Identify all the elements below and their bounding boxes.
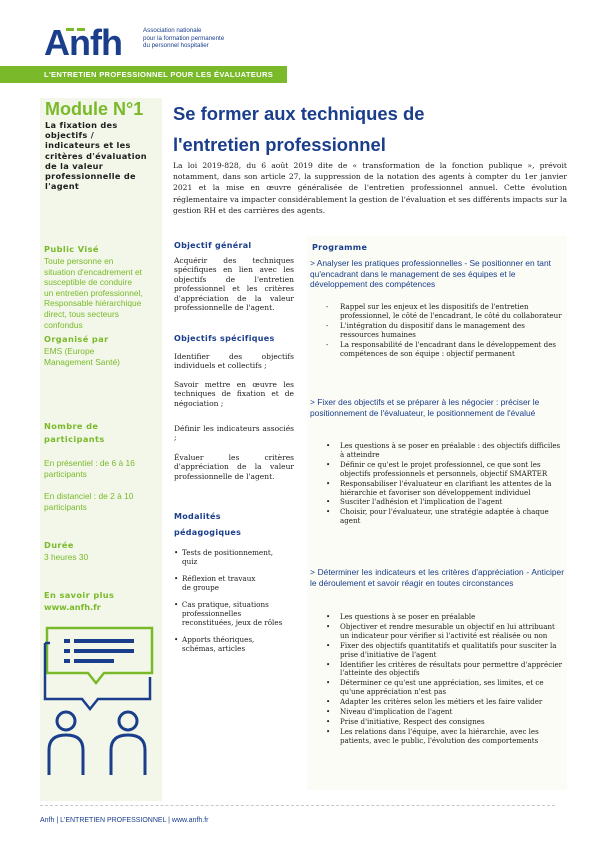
list-item: • Définir ce qu'est le projet professionnel, ce que sont les objectifs professionnels et personnels, objectif SMARTER: [326, 459, 548, 478]
specific-objective-item: Savoir mettre en œuvre les techniques de fixation et de négociation ;: [174, 380, 294, 408]
module-title: Module N°1: [45, 99, 144, 119]
programme-section-2-heading: > Fixer des objectifs et se préparer à les négocier : préciser le positionnement de l'évaluateur, le positionnement de l'évalué: [310, 397, 540, 418]
title-banner: L'ENTRETIEN PROFESSIONNEL POUR LES ÉVALUATEURS: [0, 66, 287, 83]
footer-divider: [40, 805, 555, 807]
list-item: • Cas pratique, situations professionnelles reconstituées, jeux de rôles: [174, 599, 283, 628]
programme-section-3-heading: > Déterminer les indicateurs et les critères d'appréciation - Anticiper le déroulement et savoir réagir en toutes circonstances: [310, 567, 564, 588]
specific-objectives-label: Objectifs spécifiques: [174, 334, 275, 343]
modalites-label: Modalités pédagogiques: [174, 512, 242, 537]
specific-objective-item: Évaluer les critères d'appréciation de la valeur professionnelle de l'agent.: [174, 453, 294, 481]
list-item: • Déterminer ce qu'est une appréciation, ses limites, et ce qu'une appréciation n'est pas: [326, 678, 544, 697]
distanciel-text: En distanciel : de 2 à 10 participants: [44, 491, 134, 512]
list-item: • Identifier les critères de résultats pour permettre d'apprécier l'atteinte des objectifs: [326, 659, 563, 678]
page-title: Se former aux techniques de l'entretien professionnel: [173, 103, 425, 155]
list-item: • Fixer des objectifs quantitatifs et qualitatifs pour susciter la prise d'initiative de l'agent: [326, 640, 557, 659]
organizer-label: Organisé par: [44, 334, 109, 344]
list-item: • Tests de positionnement, quiz: [174, 548, 273, 567]
list-item: • Responsabiliser l'évaluateur en clarifiant les attentes de la hiérarchie et favoriser son développement individuel: [326, 478, 552, 497]
intro-paragraph: La loi 2019-828, du 6 août 2019 dite de « transformation de la fonction publique », prévoit notamment, dans son article 27, la suppression de la notation des agents à compter du 1er janvier 2021 et la mise en œuvre généralisée de l'entretien professionnel annuel. Cette évolution réglementaire va impacter considérablement la gestion de l'évaluation et ses différents impacts sur la gestion RH et des carrières des agents.: [173, 161, 567, 215]
specific-objective-item: Définir les indicateurs associés ;: [174, 424, 294, 443]
organizer-text: EMS (Europe Management Santé): [44, 346, 120, 367]
presentiel-text: En présentiel : de 6 à 16 participants: [44, 458, 135, 479]
list-item: • Les questions à se poser en préalable: [326, 612, 476, 621]
programme-section-1-heading: > Analyser les pratiques professionnelles - Se positionner en tant qu'encadrant dans le management de ses équipes et le développement des compétences: [310, 258, 551, 290]
list-item: • Niveau d'implication de l'agent: [326, 707, 453, 717]
list-item: • Prise d'initiative, Respect des consignes: [326, 716, 485, 726]
specific-objective-item: Identifier des objectifs individuels et collectifs ;: [174, 352, 294, 371]
more-info-label: En savoir plus: [44, 590, 115, 600]
list-item: • Choisir, pour l'évaluateur, une stratégie adaptée à chaque agent: [326, 507, 549, 526]
list-item: - L'intégration du dispositif dans le management des ressources humaines: [326, 320, 525, 339]
list-item: • Susciter l'adhésion et l'implication de l'agent: [326, 497, 503, 507]
public-label: Public Visé: [44, 244, 99, 254]
participants-label: Nombre de participants: [44, 421, 105, 444]
list-item: • Objectiver et rendre mesurable un objectif en lui attribuant un indicateur pour vérifier si l'activité est réalisée ou non: [326, 621, 555, 640]
duration-text: 3 heures 30: [44, 552, 89, 562]
module-subtitle: La fixation des objectifs / indicateurs et les critères d'évaluation de la valeur professionnelle de l'agent: [45, 120, 147, 192]
chat-people-icon: [42, 625, 160, 785]
list-item: • Les questions à se poser en préalable : des objectifs difficiles à atteindre: [326, 441, 561, 459]
programme-section-2-list: [326, 442, 566, 526]
modalites-list: [174, 548, 290, 654]
list-item: • Apports théoriques, schémas, articles: [174, 634, 255, 654]
list-item: • Réflexion et travaux de groupe: [174, 573, 256, 593]
programme-label: Programme: [312, 243, 368, 252]
public-text: Toute personne en situation d'encadrement et susceptible de conduire un entretien professionnel, Responsable hiérarchique direct, tous secteurs confondus: [44, 256, 143, 330]
list-item: - Rappel sur les enjeux et les dispositifs de l'entretien professionnel, le côté de l'encadrant, le côté du collaborateur: [326, 302, 562, 320]
duration-label: Durée: [44, 540, 74, 550]
organization-name: Association nationale pour la formation permanente du personnel hospitalier: [143, 27, 225, 50]
logo-text: Anfh: [44, 22, 122, 63]
list-item: • Adapter les critères selon les métiers et les faire valider: [326, 697, 543, 707]
footer-text: Anfh | L'ENTRETIEN PROFESSIONNEL | www.anfh.fr: [40, 817, 209, 824]
list-item: • Les relations dans l'équipe, avec la hiérarchie, avec les patients, avec le public, l'évolution des comportements: [326, 726, 539, 745]
website-link[interactable]: www.anfh.fr: [44, 602, 101, 612]
programme-section-1-list: [326, 303, 566, 358]
programme-section-3-list: [326, 613, 566, 746]
general-objective-text: Acquérir des techniques spécifiques en lien avec les objectifs de l'entretien professionnel et les critères d'appréciation de la valeur professionnelle de l'agent.: [174, 256, 294, 313]
list-item: - La responsabilité de l'encadrant dans le développement des compétences de son équipe : objectif permanent: [326, 339, 557, 358]
general-objective-label: Objectif général: [174, 241, 252, 250]
